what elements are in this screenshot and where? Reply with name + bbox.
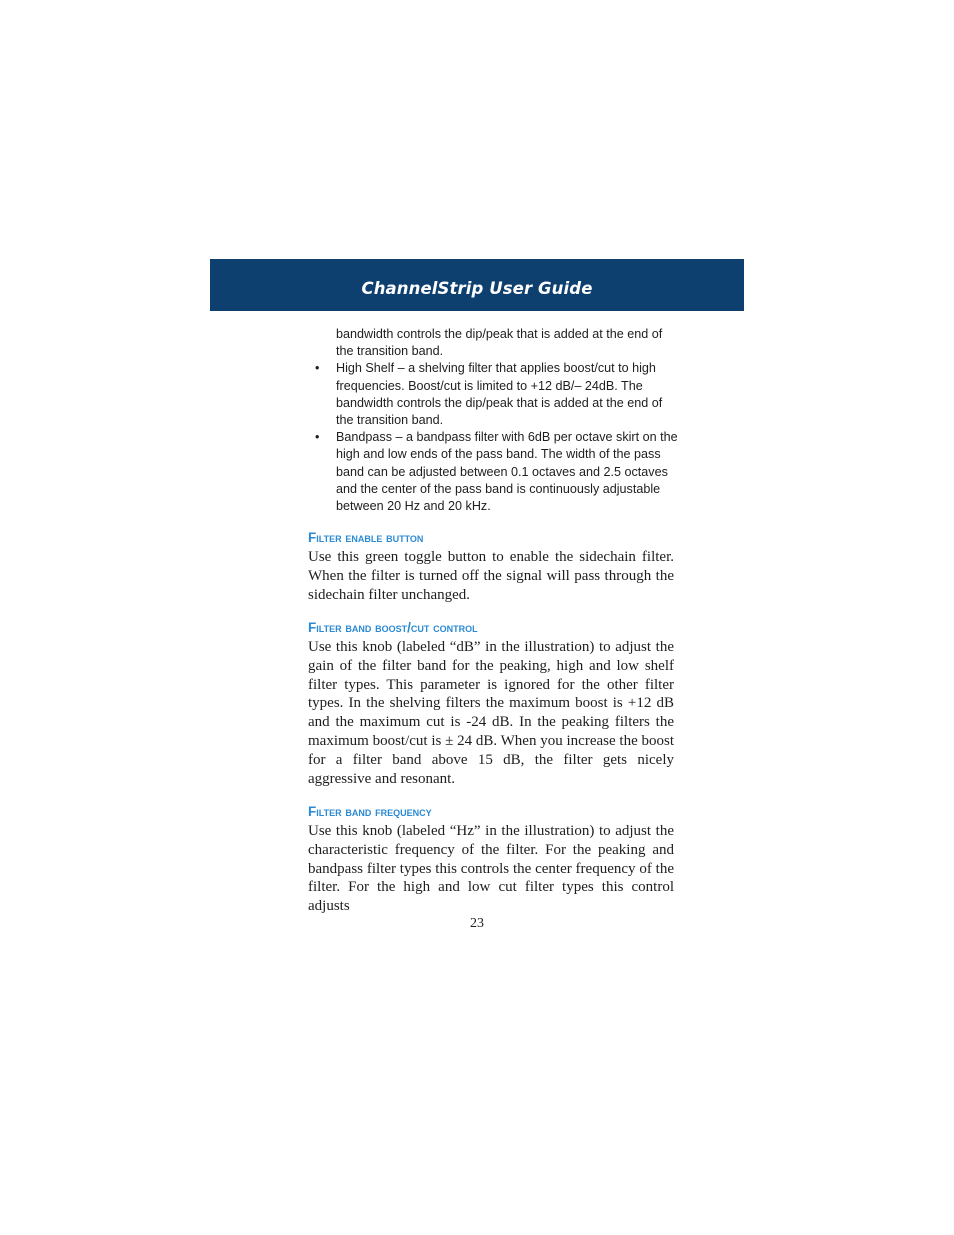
filter-type-list — [315, 326, 681, 515]
section-heading: Filter band frequency — [308, 804, 432, 819]
document-title: ChannelStrip User Guide — [361, 279, 593, 298]
section-body: Use this knob (labeled “dB” in the illustration) to adjust the gain of the filter band for the peaking, high and low shelf filter types. This parameter is ignored for the other filter types. In the shelving filters the maximum boost is +12 dB and the maximum cut is -24 dB. In the peaking filters the maximum boost/cut is ± 24 dB. When you increase the boost for a filter band above 15 dB, the filter gets nicely aggressive and resonant. — [308, 639, 674, 787]
section-heading: Filter enable button — [308, 530, 424, 545]
section-heading: Filter band boost/cut control — [308, 620, 478, 635]
list-item-text: High Shelf – a shelving filter that applies boost/cut to high frequencies. Boost/cut is limited to +12 dB/– 24dB. The bandwidth controls the dip/peak that is added at the end of the transition band. — [336, 361, 663, 428]
page-header-bar — [210, 259, 744, 311]
list-item-text: Bandpass – a bandpass filter with 6dB per octave skirt on the high and low ends of the pass band. The width of the pass band can be adjusted between 0.1 octaves and 2.5 octaves and the center of the pass band is continuously adjustable between 20 Hz and 20 kHz. — [336, 430, 678, 514]
list-item-bandpass — [315, 429, 681, 515]
section-filter-band-boost-cut — [308, 620, 674, 788]
section-body: Use this green toggle button to enable the sidechain filter. When the filter is turned off the signal will pass through the sidechain filter unchanged. — [308, 549, 674, 603]
bullet-icon: • — [315, 430, 320, 445]
section-body: Use this knob (labeled “Hz” in the illustration) to adjust the characteristic frequency of the filter. For the peaking and bandpass filter types this controls the center frequency of the filter. For the high and low cut filter types this control adjusts — [308, 823, 674, 915]
list-item-continuation: bandwidth controls the dip/peak that is added at the end of the transition band. — [336, 327, 663, 359]
bullet-icon: • — [315, 361, 320, 376]
section-filter-band-frequency — [308, 804, 674, 916]
list-item-high-shelf — [315, 360, 681, 429]
page-number: 23 — [470, 916, 484, 931]
section-filter-enable-button — [308, 530, 674, 604]
